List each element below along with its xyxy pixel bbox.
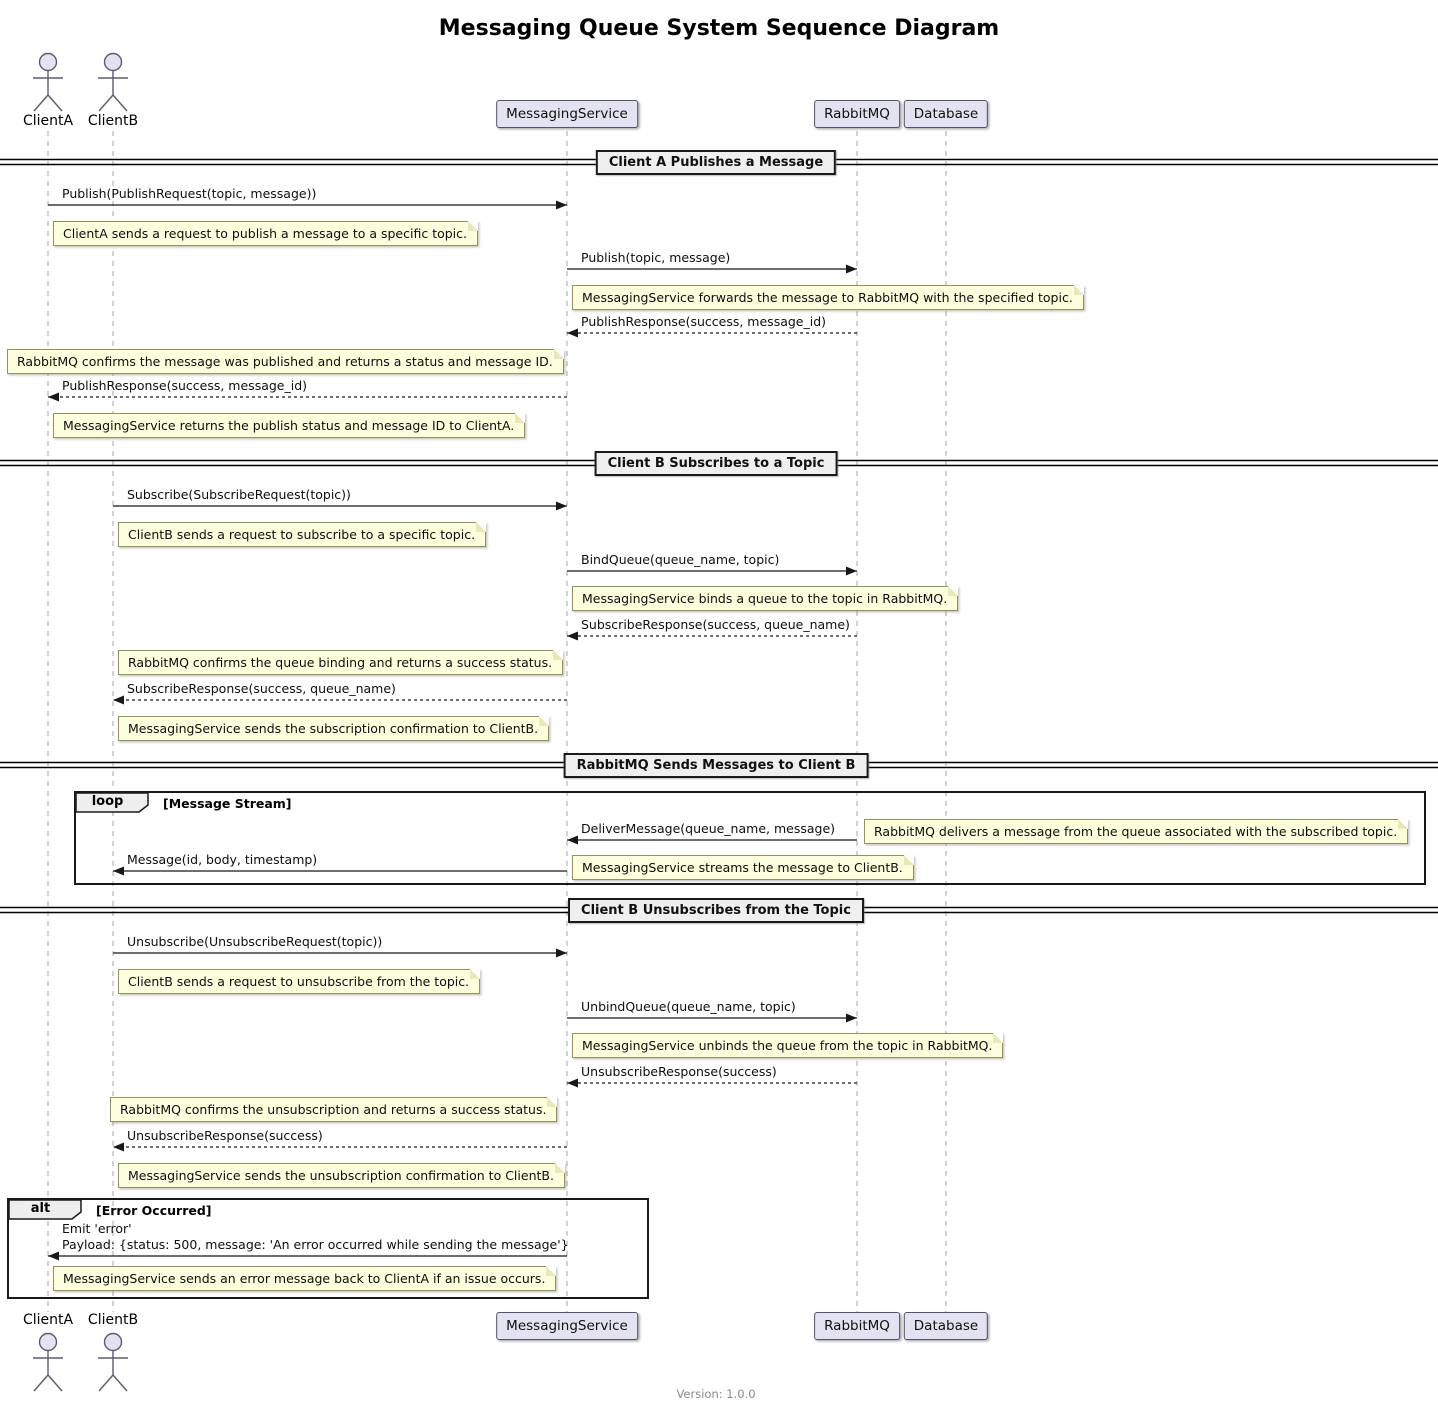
message-arrowhead [113, 696, 124, 705]
diagram-title: Messaging Queue System Sequence Diagram [438, 16, 1000, 41]
message-arrowhead [48, 393, 59, 402]
message-arrowhead [567, 329, 578, 338]
note-8: MessagingService sends the subscription confirmation to ClientB. [118, 716, 549, 741]
participant-rabbitmq-bottom: RabbitMQ [814, 1312, 900, 1340]
note-3: RabbitMQ confirms the message was published and returns a status and message ID. [7, 349, 564, 374]
actor-clienta-top-leg-left [34, 95, 48, 111]
message-label-10: Message(id, body, timestamp) [127, 852, 318, 867]
actor-clientb-bottom-leg-right [113, 1375, 127, 1391]
message-arrowhead [556, 201, 567, 210]
message-label-6: BindQueue(queue_name, topic) [581, 552, 780, 567]
message-arrowhead [556, 949, 567, 958]
actor-clientb-top-leg-left [99, 95, 113, 111]
actor-clienta-bottom-head [40, 1334, 57, 1351]
message-arrowhead [567, 836, 578, 845]
message-label-12: UnbindQueue(queue_name, topic) [581, 999, 796, 1014]
note-15: MessagingService sends an error message back to ClientA if an issue occurs. [53, 1266, 556, 1291]
note-14: MessagingService sends the unsubscription confirmation to ClientB. [118, 1163, 565, 1188]
actor-clienta-bottom-leg-right [48, 1375, 62, 1391]
note-4: MessagingService returns the publish status and message ID to ClientA. [53, 413, 525, 438]
actor-clientb-top-leg-right [113, 95, 127, 111]
message-arrowhead [567, 632, 578, 641]
message-label-15: Payload: {status: 500, message: 'An error occurred while sending the message'} [62, 1237, 569, 1252]
message-label-8: SubscribeResponse(success, queue_name) [127, 681, 396, 696]
message-arrowhead [48, 1252, 59, 1261]
message-label-4: PublishResponse(success, message_id) [62, 378, 308, 393]
message-label-9: DeliverMessage(queue_name, message) [581, 821, 836, 836]
note-5: ClientB sends a request to subscribe to a specific topic. [118, 522, 486, 547]
note-10: MessagingService streams the message to ClientB. [572, 855, 914, 880]
diagram-footer: Version: 1.0.0 [676, 1387, 756, 1401]
note-12: MessagingService unbinds the queue from the topic in RabbitMQ. [572, 1033, 1003, 1058]
message-label-5: Subscribe(SubscribeRequest(topic)) [127, 487, 351, 502]
actor-clientb-bottom-head [105, 1334, 122, 1351]
message-arrowhead [556, 502, 567, 511]
fragment-operator-loop: loop [91, 794, 124, 809]
section-divider-4: Client B Unsubscribes from the Topic [568, 898, 864, 923]
fragment-operator-alt: alt [30, 1201, 51, 1216]
message-arrowhead [846, 567, 857, 576]
message-label-2: Publish(topic, message) [581, 250, 731, 265]
message-arrowhead [113, 1143, 124, 1152]
section-divider-2: Client B Subscribes to a Topic [595, 451, 838, 476]
note-7: RabbitMQ confirms the queue binding and returns a success status. [118, 650, 563, 675]
actor-label-clientb-bottom: ClientB [87, 1312, 139, 1328]
actor-label-clienta-top: ClientA [22, 113, 74, 129]
message-label-1: Publish(PublishRequest(topic, message)) [62, 186, 317, 201]
participant-database-bottom: Database [904, 1312, 988, 1340]
actor-clienta-bottom-leg-left [34, 1375, 48, 1391]
participant-messagingservice-top: MessagingService [496, 100, 638, 128]
note-9: RabbitMQ delivers a message from the queue associated with the subscribed topic. [864, 819, 1408, 844]
actor-label-clienta-bottom: ClientA [22, 1312, 74, 1328]
message-label-14: UnsubscribeResponse(success) [127, 1128, 323, 1143]
fragment-condition-loop: [Message Stream] [163, 796, 292, 811]
message-label-13: UnsubscribeResponse(success) [581, 1064, 777, 1079]
message-label-3: PublishResponse(success, message_id) [581, 314, 827, 329]
note-1: ClientA sends a request to publish a message to a specific topic. [53, 221, 478, 246]
message-arrowhead [846, 265, 857, 274]
section-divider-1: Client A Publishes a Message [596, 150, 836, 175]
note-11: ClientB sends a request to unsubscribe from the topic. [118, 969, 480, 994]
note-13: RabbitMQ confirms the unsubscription and returns a success status. [110, 1097, 557, 1122]
message-arrowhead [567, 1079, 578, 1088]
message-label-15: Emit 'error' [62, 1221, 132, 1236]
participant-messagingservice-bottom: MessagingService [496, 1312, 638, 1340]
actor-label-clientb-top: ClientB [87, 113, 139, 129]
actor-clientb-top-head [105, 54, 122, 71]
message-arrowhead [846, 1014, 857, 1023]
note-6: MessagingService binds a queue to the topic in RabbitMQ. [572, 586, 958, 611]
participant-rabbitmq-top: RabbitMQ [814, 100, 900, 128]
fragment-condition-alt: [Error Occurred] [96, 1203, 212, 1218]
note-2: MessagingService forwards the message to RabbitMQ with the specified topic. [572, 285, 1084, 310]
message-label-7: SubscribeResponse(success, queue_name) [581, 617, 850, 632]
actor-clientb-bottom-leg-left [99, 1375, 113, 1391]
message-arrowhead [113, 867, 124, 876]
participant-database-top: Database [904, 100, 988, 128]
actor-clienta-top-head [40, 54, 57, 71]
message-label-11: Unsubscribe(UnsubscribeRequest(topic)) [127, 934, 383, 949]
actor-clienta-top-leg-right [48, 95, 62, 111]
section-divider-3: RabbitMQ Sends Messages to Client B [564, 753, 869, 778]
